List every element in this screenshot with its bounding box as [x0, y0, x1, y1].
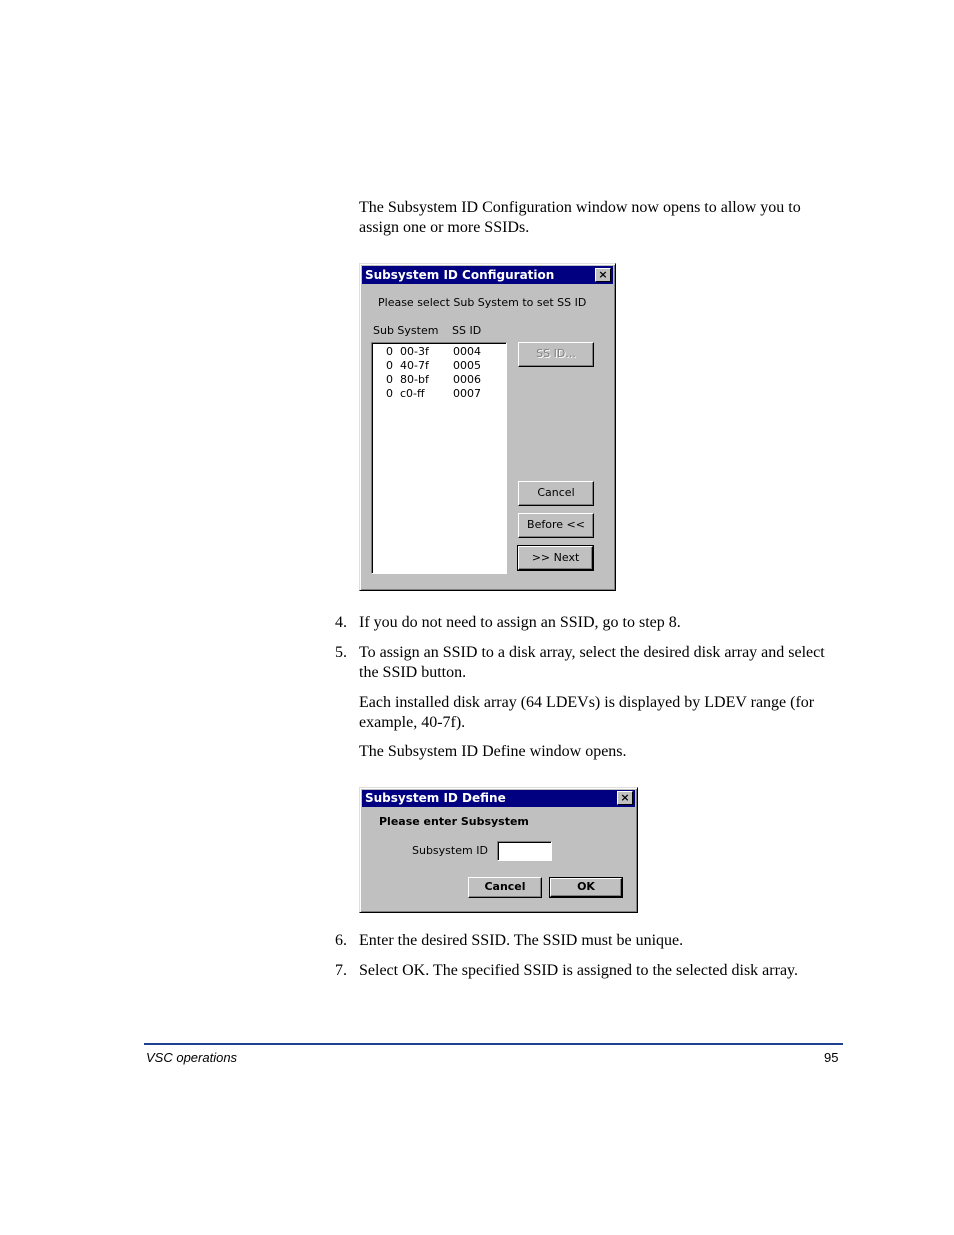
subsystem-id-configuration-dialog — [359, 263, 616, 591]
cancel-button[interactable]: Cancel — [518, 481, 594, 506]
step-number: 6. — [335, 932, 347, 949]
column-header-subsystem: Sub System — [373, 324, 439, 337]
ok-button[interactable]: OK — [550, 878, 622, 897]
close-icon[interactable]: × — [617, 791, 633, 805]
subsystem-id-label: Subsystem ID — [412, 844, 488, 857]
subsystem-id-define-dialog — [359, 787, 638, 913]
close-icon[interactable]: × — [595, 268, 611, 282]
step-text: To assign an SSID to a disk array, select the desired disk array and select the SSID button. — [359, 644, 825, 681]
footer-section: VSC operations — [146, 1050, 238, 1065]
subsystem-list[interactable]: 0 00-3f 0004 0 40-7f 0005 0 80-bf 0006 0 c0-ff 0007 — [371, 342, 507, 574]
cancel-button[interactable]: Cancel — [468, 877, 542, 898]
dialog-titlebar — [362, 266, 613, 284]
enter-prompt: Please enter Subsystem — [379, 815, 529, 828]
subsystem-id-input[interactable] — [497, 841, 552, 861]
dialog-title: Subsystem ID Define — [365, 791, 506, 805]
step-text: Enter the desired SSID. The SSID must be unique. — [359, 932, 684, 949]
step-number: 4. — [335, 614, 347, 631]
step-number: 7. — [335, 962, 347, 979]
step-text: Select OK. The specified SSID is assigned to the selected disk array. — [359, 962, 798, 979]
dialog-titlebar — [362, 790, 635, 807]
column-header-ssid: SS ID — [452, 324, 482, 337]
select-prompt: Please select Sub System to set SS ID — [378, 296, 587, 309]
dialog-title: Subsystem ID Configuration — [365, 268, 555, 282]
page-number: 95 — [824, 1050, 839, 1065]
footer-rule — [144, 1043, 843, 1045]
step-number: 5. — [335, 644, 347, 661]
step-text: If you do not need to assign an SSID, go to step 8. — [359, 614, 681, 631]
define-paragraph: The Subsystem ID Define window opens. — [359, 743, 627, 760]
ldev-paragraph: Each installed disk array (64 LDEVs) is displayed by LDEV range (for example, 40-7f). — [359, 694, 815, 731]
intro-paragraph: The Subsystem ID Configuration window now opens to allow you to assign one or more SSIDs. — [359, 199, 801, 236]
ss-id-button[interactable]: SS ID... — [518, 342, 594, 367]
next-button[interactable]: >> Next — [518, 546, 593, 570]
before-button[interactable]: Before << — [518, 513, 594, 538]
